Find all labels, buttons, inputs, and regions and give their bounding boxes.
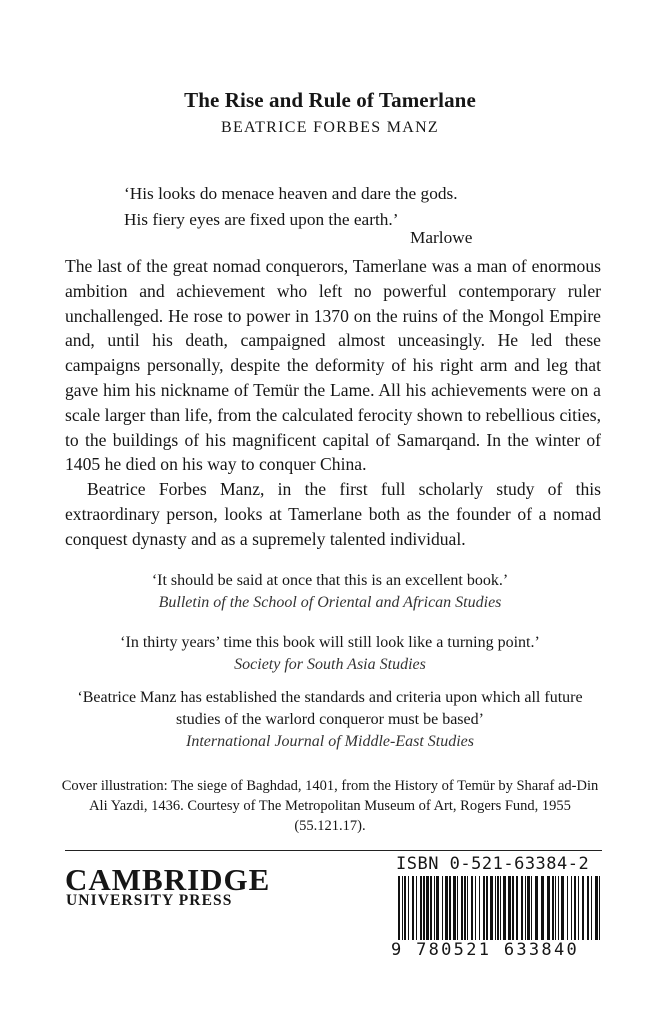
barcode-bar [490,876,493,948]
epigraph-attribution: Marlowe [410,228,473,247]
barcode-bar [398,876,400,948]
epigraph-line-1: ‘His looks do menace heaven and dare the gods. [124,184,458,203]
barcode-bar [426,876,429,948]
isbn-text: ISBN 0-521-63384-2 [396,854,590,874]
barcode-bar [525,876,526,948]
barcode-bar [508,876,511,948]
book-title: The Rise and Rule of Tamerlane [184,88,476,112]
barcode-bar [423,876,425,948]
barcode-bar [503,876,506,948]
barcode-bar [467,876,468,948]
barcode-bar [497,876,499,948]
publisher-logo-cambridge: CAMBRIDGE [65,862,271,897]
barcode-bar [555,876,556,948]
review-quote: ‘In thirty years’ time this book will still look like a turning point.’ [120,634,540,651]
barcode-bar [521,876,523,948]
review-source: Bulletin of the School of Oriental and African Studies [158,594,502,611]
barcode-bar [436,876,439,948]
barcode-bar [457,876,458,948]
barcode-bar [475,876,476,948]
barcode-bar [464,876,466,948]
barcode-bar [416,876,417,948]
barcode-bar [535,876,538,948]
review-source: Society for South Asia Studies [234,656,426,673]
barcode-bar [449,876,451,948]
review-3 [60,687,600,753]
barcode-bar [479,876,480,948]
barcode-bar [574,876,576,948]
barcode-bar [512,876,514,948]
epigraph-line-2: His fiery eyes are fixed upon the earth.’ [124,210,399,229]
barcode-bar [471,876,473,948]
barcode-bar [578,876,579,948]
barcode-bar [430,876,432,948]
blurb-paragraph-2: Beatrice Forbes Manz, in the first full scholarly study of this extraordinary person, looks at Tamerlane both as the founder of a nomad conquest dynasty and as a supremely talented individual. [65,479,601,549]
barcode-bar [486,876,488,948]
epigraph [124,181,564,247]
book-author: BEATRICE FORBES MANZ [220,119,440,136]
barcode-bar [561,876,564,948]
barcode-bar [420,876,422,948]
barcode-bar [587,876,589,948]
review-source: International Journal of Middle-East Studies [186,733,474,750]
barcode-image [396,876,602,948]
barcode-bar [599,876,600,948]
barcode-bar [567,876,568,948]
review-quote: ‘Beatrice Manz has established the standards and criteria upon which all future studies of the warlord conqueror must be based’ [77,689,583,728]
review-1 [60,570,600,614]
barcode-bar [404,876,406,948]
barcode-bar [453,876,456,948]
barcode-bar [558,876,559,948]
barcode-bar [483,876,485,948]
barcode-bar [461,876,463,948]
barcode-bar [445,876,448,948]
barcode-bar [531,876,532,948]
barcode-bar [500,876,501,948]
review-quote: ‘It should be said at once that this is an excellent book.’ [151,572,509,589]
barcode-bar [547,876,550,948]
barcode-bar [434,876,435,948]
barcode-bar [595,876,598,948]
review-2 [60,632,600,676]
barcode-bar [552,876,554,948]
barcode-bar [582,876,584,948]
barcode-bar [442,876,443,948]
barcode-bar [527,876,530,948]
barcode-bar [402,876,403,948]
barcode-bar [408,876,409,948]
barcode-bar [591,876,592,948]
barcode-bar [516,876,518,948]
ean-digits: 9 780521 633840 [391,940,607,960]
blurb-paragraph-1: The last of the great nomad conquerors, Tamerlane was a man of enormous ambition and achievement who left no powerful contemporary ruler unchallenged. He rose to power in 1370 on the ruins of the Mongol Empire and, until his death, campaigned almost unceasingly. He led these campaigns personally, despite the deformity of his right arm and leg that gave him his nickname of Temür the Lame. All his achievements were on a scale larger than life, from the calculated ferocity shown to rebellious cities, to the buildings of his magnificent capital of Samarqand. In the winter of 1405 he died on his way to conquer China. [65,256,601,475]
footer-rule [65,850,602,851]
cover-credit: Cover illustration: The siege of Baghdad, 1401, from the History of Temür by Sharaf ad-Din Ali Yazdi, 1436. Courtesy of The Metropolitan Museum of Art, Rogers Fund, 1955 (55.121.17). [61,778,599,834]
barcode-bar [571,876,572,948]
publisher-logo-university-press: UNIVERSITY PRESS [66,892,233,909]
barcode-bar [412,876,414,948]
barcode-bar [541,876,544,948]
blurb [65,254,601,552]
barcode-bar [495,876,496,948]
